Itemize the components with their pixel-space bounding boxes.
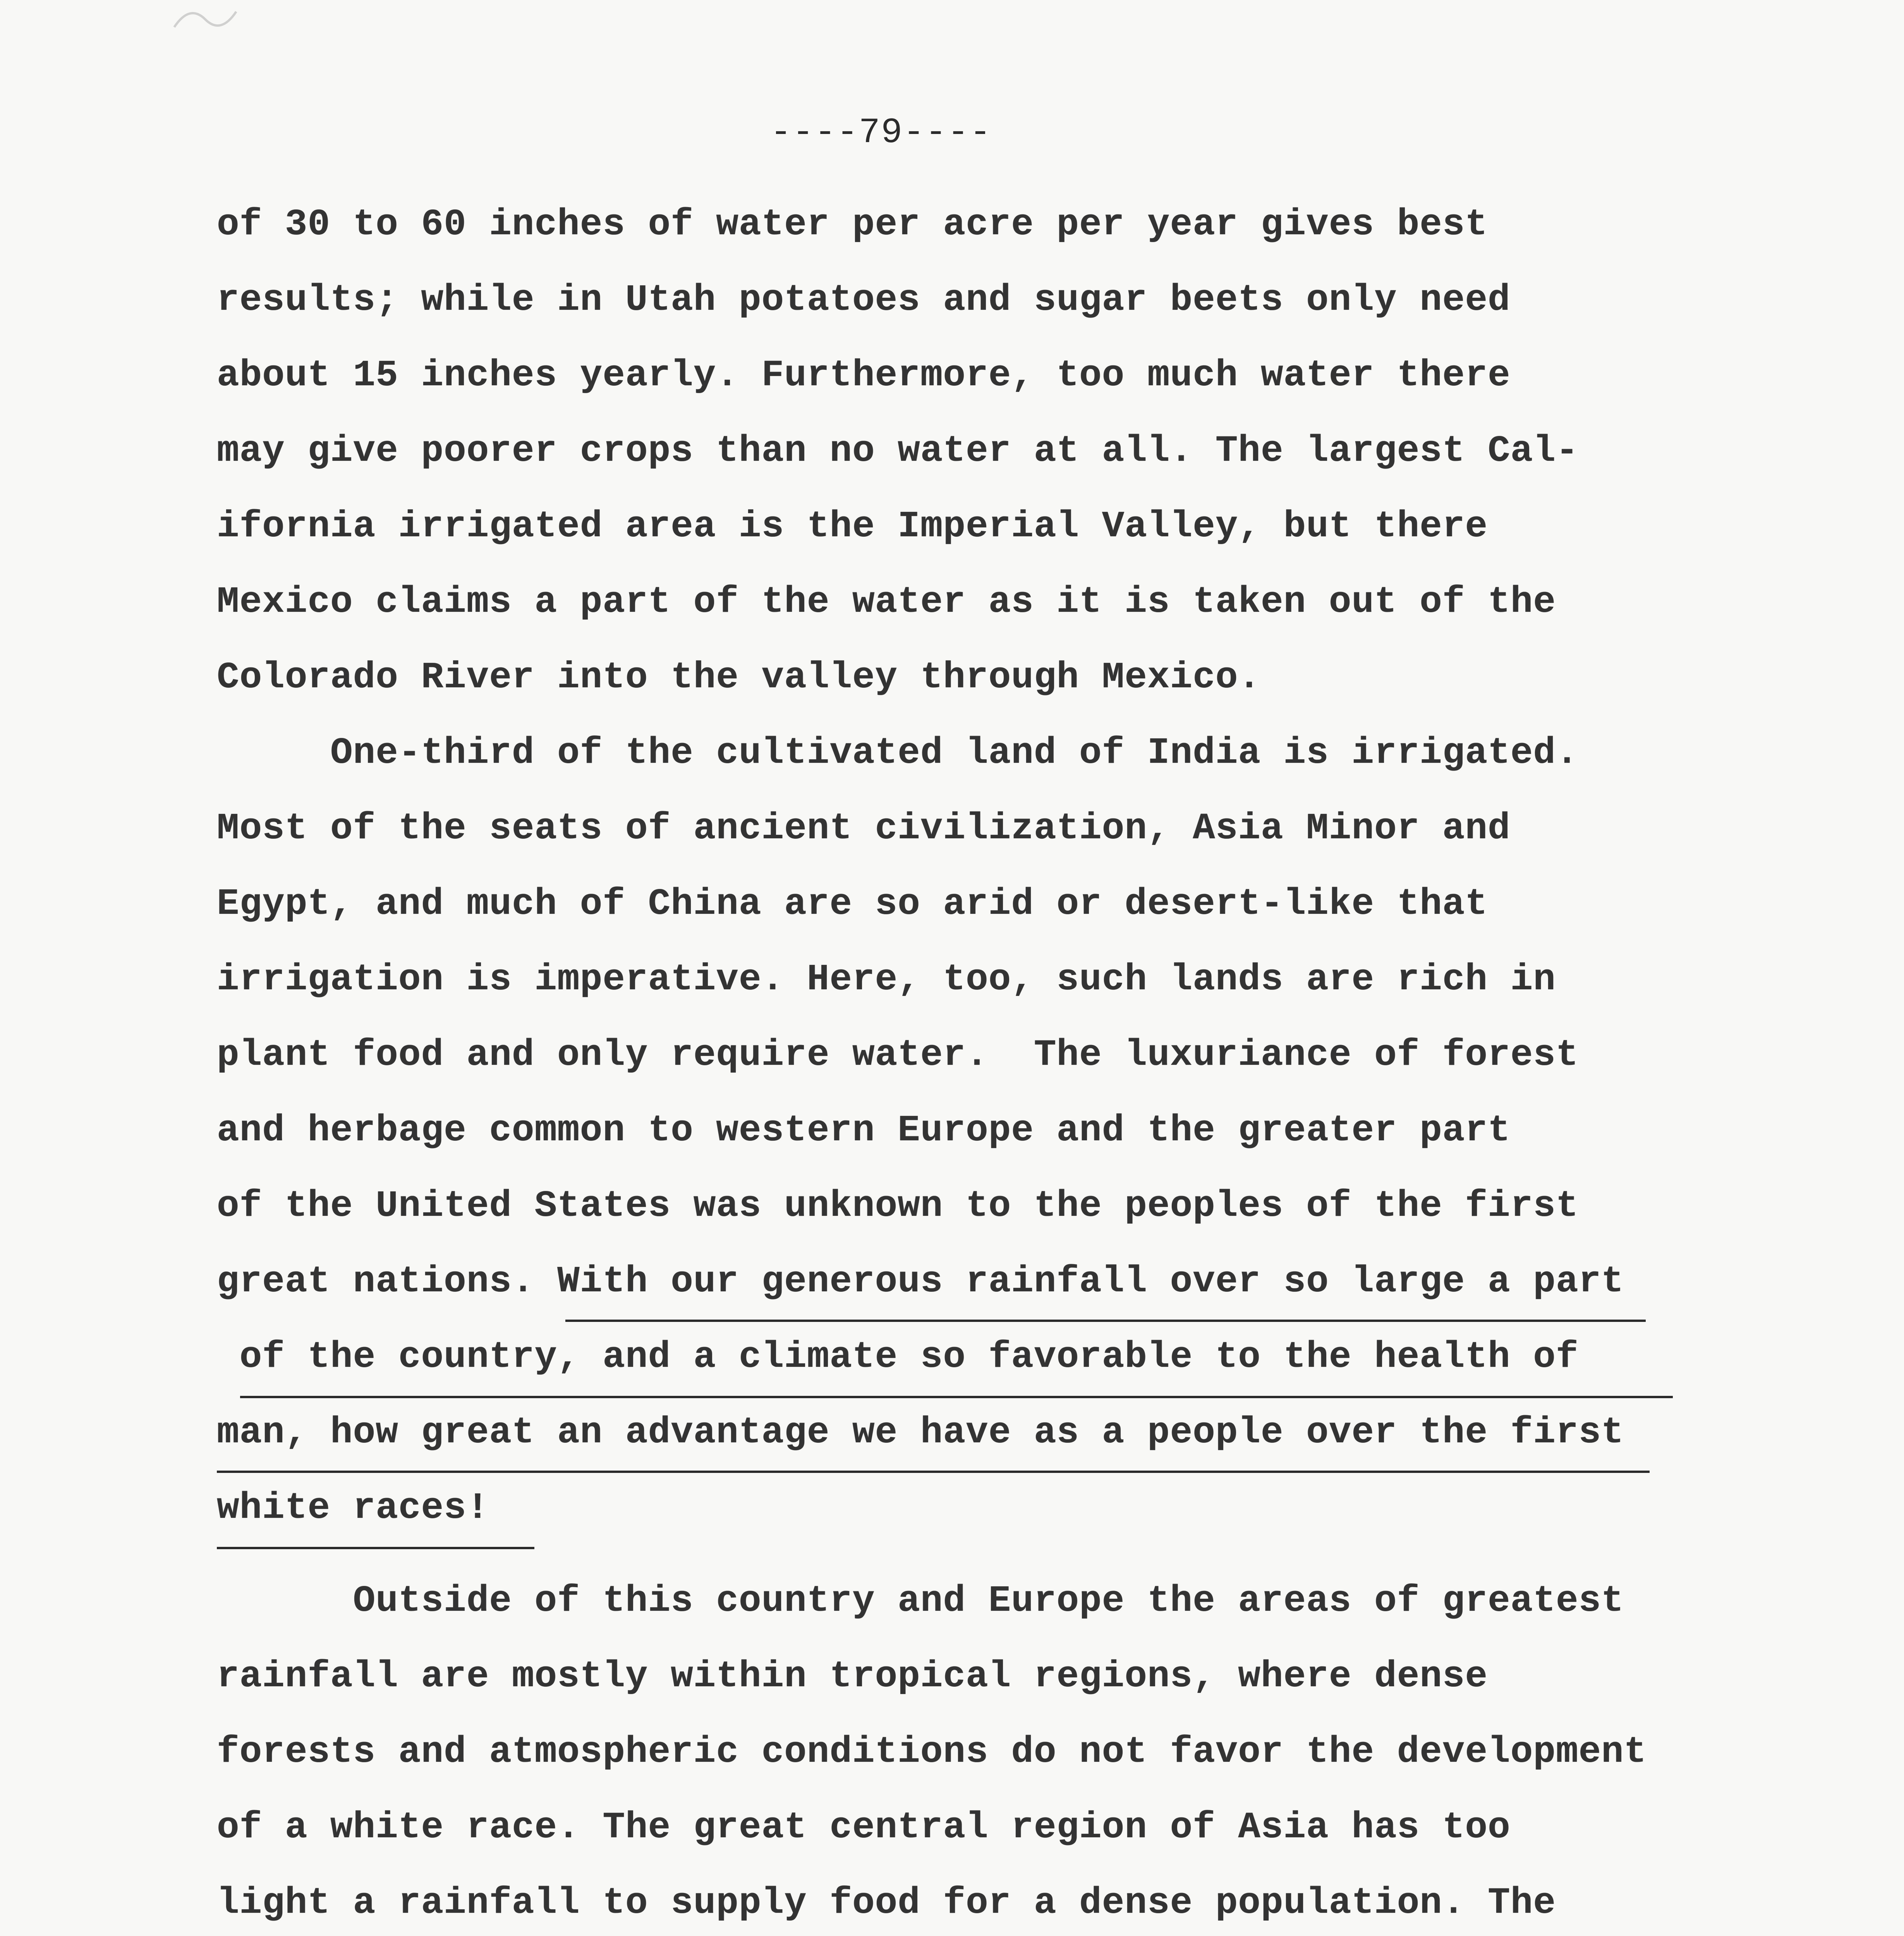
text-line-7: Colorado River into the valley through Mexico. — [217, 656, 1261, 699]
text-line-3: about 15 inches yearly. Furthermore, too much water there — [217, 354, 1511, 396]
text-line-20: rainfall are mostly within tropical regions, where dense — [217, 1655, 1488, 1697]
faint-stamp-mark — [170, 0, 240, 35]
text-line-14: of the United States was unknown to the peoples of the first — [217, 1185, 1579, 1227]
text-line-1: of 30 to 60 inches of water per acre per year gives best — [217, 203, 1488, 245]
text-line-4: may give poorer crops than no water at all. The largest Cal- — [217, 430, 1579, 472]
text-line-2: results; while in Utah potatoes and sugar beets only need — [217, 279, 1511, 321]
text-line-11: irrigation is imperative. Here, too, such lands are rich in — [217, 958, 1556, 1001]
handwritten-underline-1 — [565, 1320, 1646, 1322]
text-line-22: of a white race. The great central region of Asia has too — [217, 1806, 1511, 1848]
text-line-13: and herbage common to western Europe and the greater part — [217, 1109, 1511, 1152]
text-line-18: white races! — [217, 1487, 489, 1529]
handwritten-underline-3 — [217, 1471, 1650, 1473]
text-line-21: forests and atmospheric conditions do not favor the development — [217, 1731, 1647, 1773]
text-line-23: light a rainfall to supply food for a dense population. The — [217, 1882, 1556, 1924]
page-number: ----79---- — [770, 112, 992, 153]
text-line-10: Egypt, and much of China are so arid or desert-like that — [217, 883, 1488, 925]
text-line-15: great nations. With our generous rainfall over so large a part — [217, 1260, 1624, 1303]
text-line-6: Mexico claims a part of the water as it is taken out of the — [217, 581, 1556, 623]
text-line-16: of the country, and a climate so favorable to the health of — [217, 1336, 1579, 1378]
text-line-9: Most of the seats of ancient civilization, Asia Minor and — [217, 807, 1511, 850]
text-line-17: man, how great an advantage we have as a people over the first — [217, 1411, 1624, 1454]
handwritten-underline-2 — [240, 1396, 1673, 1398]
text-line-12: plant food and only require water. The luxuriance of forest — [217, 1034, 1579, 1076]
handwritten-underline-4 — [217, 1547, 534, 1549]
text-line-5: ifornia irrigated area is the Imperial Valley, but there — [217, 505, 1488, 548]
text-line-8: One-third of the cultivated land of India is irrigated. — [217, 732, 1579, 774]
text-line-19: Outside of this country and Europe the areas of greatest — [217, 1580, 1624, 1622]
